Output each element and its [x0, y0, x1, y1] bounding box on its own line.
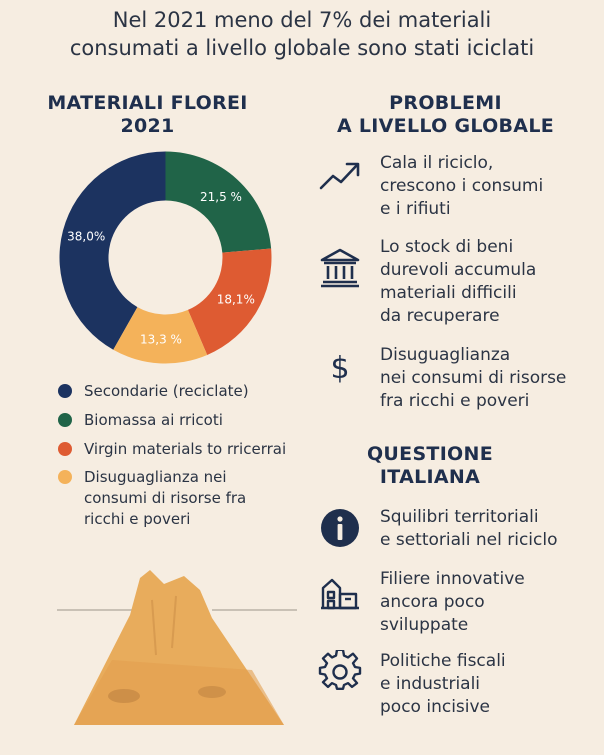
- factory-icon: [318, 568, 362, 612]
- headline-line-2: consumati a livello globale sono stati iciclati: [69, 36, 535, 60]
- materials-title-line-2: 2021: [120, 115, 175, 137]
- italy-text-imbalances: [380, 506, 558, 552]
- legend-item-inequality: [58, 467, 308, 530]
- legend-label-inequality-line-1: Disuguaglianza nei: [84, 468, 227, 486]
- svg-text:$: $: [330, 351, 350, 386]
- info-icon: [318, 506, 362, 550]
- legend-dot-secondary: [58, 384, 72, 398]
- italy-issue-title: [330, 443, 530, 489]
- mountain-rock-2: [198, 686, 226, 698]
- problem-text-recycling-line-1: Cala il riciclo,: [380, 153, 494, 173]
- problem-item-recycling: [318, 152, 588, 221]
- legend-dot-inequality: [58, 470, 72, 484]
- donut-label-virgin: 18,1%: [216, 292, 255, 307]
- problem-text-stock-line-4: da recuperare: [380, 306, 500, 326]
- legend-item-secondary: [58, 381, 308, 402]
- italy-item-policies: [318, 650, 588, 719]
- donut-label-secondary: 38,0%: [67, 229, 106, 244]
- problem-text-stock-line-3: materiali difficili: [380, 283, 517, 303]
- italy-text-policies: [380, 650, 506, 719]
- italy-text-imbalances-line-1: Squilibri territoriali: [380, 507, 539, 527]
- problem-text-stock-line-2: durevoli accumula: [380, 260, 537, 280]
- problem-text-inequality-line-1: Disuguaglianza: [380, 345, 511, 365]
- italy-text-supply-chains-line-2: ancora poco: [380, 592, 485, 612]
- problem-item-inequality: [318, 344, 588, 413]
- materials-title-line-1: MATERIALI FLOREI: [47, 92, 248, 114]
- italy-text-policies-line-1: Politiche fiscali: [380, 651, 506, 671]
- problem-text-recycling-line-3: e i rifiuti: [380, 199, 451, 219]
- donut-label-inequality: 13,3 %: [139, 332, 182, 347]
- problem-text-inequality-line-3: fra ricchi e poveri: [380, 391, 530, 411]
- italy-text-supply-chains: [380, 568, 525, 637]
- problem-text-recycling: [380, 152, 543, 221]
- problem-text-stock: [380, 236, 536, 328]
- italy-text-policies-line-3: poco incisive: [380, 697, 491, 717]
- legend-label-secondary: Secondarie (reciclate): [84, 382, 249, 400]
- italy-issue-title-line-2: ITALIANA: [379, 466, 481, 488]
- headline-line-1: Nel 2021 meno del 7% dei materiali: [112, 8, 492, 32]
- problem-text-recycling-line-2: crescono i consumi: [380, 176, 544, 196]
- italy-text-policies-line-2: e industriali: [380, 674, 481, 694]
- dollar-icon: [318, 344, 362, 388]
- legend-item-virgin: [58, 439, 308, 460]
- italy-text-supply-chains-line-3: sviluppate: [380, 615, 469, 635]
- global-problems-title-line-1: PROBLEMI: [389, 92, 502, 114]
- legend-label-inequality-line-2: consumi di risorse fra: [84, 489, 247, 507]
- gear-icon: [318, 650, 362, 694]
- materials-title: [30, 92, 265, 138]
- bank-icon: [318, 246, 362, 290]
- italy-issue-title-line-1: QUESTIONE: [366, 443, 493, 465]
- legend-dot-virgin: [58, 442, 72, 456]
- legend-dot-biomass: [58, 413, 72, 427]
- global-problems-title-line-2: A LIVELLO GLOBALE: [336, 115, 555, 137]
- legend-label-inequality-line-3: ricchi e poveri: [84, 510, 191, 528]
- material-mountain-illustration: [52, 560, 302, 730]
- italy-item-supply-chains: [318, 568, 588, 637]
- headline: [0, 6, 604, 62]
- donut-chart: [58, 150, 273, 365]
- global-problems-title: [318, 92, 573, 138]
- problem-text-inequality-line-2: nei consumi di risorse: [380, 368, 567, 388]
- problem-item-stock: [318, 236, 588, 328]
- problem-text-inequality: [380, 344, 566, 413]
- mountain-rock-1: [108, 689, 140, 703]
- legend-item-biomass: [58, 410, 308, 431]
- italy-text-supply-chains-line-1: Filiere innovative: [380, 569, 525, 589]
- problem-text-stock-line-1: Lo stock di beni: [380, 237, 514, 257]
- legend-label-virgin: Virgin materials to rricerrai: [84, 440, 287, 458]
- italy-item-imbalances: [318, 506, 588, 552]
- legend-label-inequality: [84, 467, 246, 530]
- trend-up-icon: [318, 152, 362, 196]
- legend-label-biomass: Biomassa ai rricoti: [84, 411, 223, 429]
- italy-text-imbalances-line-2: e settoriali nel riciclo: [380, 530, 558, 550]
- donut-label-biomass: 21,5 %: [200, 190, 242, 205]
